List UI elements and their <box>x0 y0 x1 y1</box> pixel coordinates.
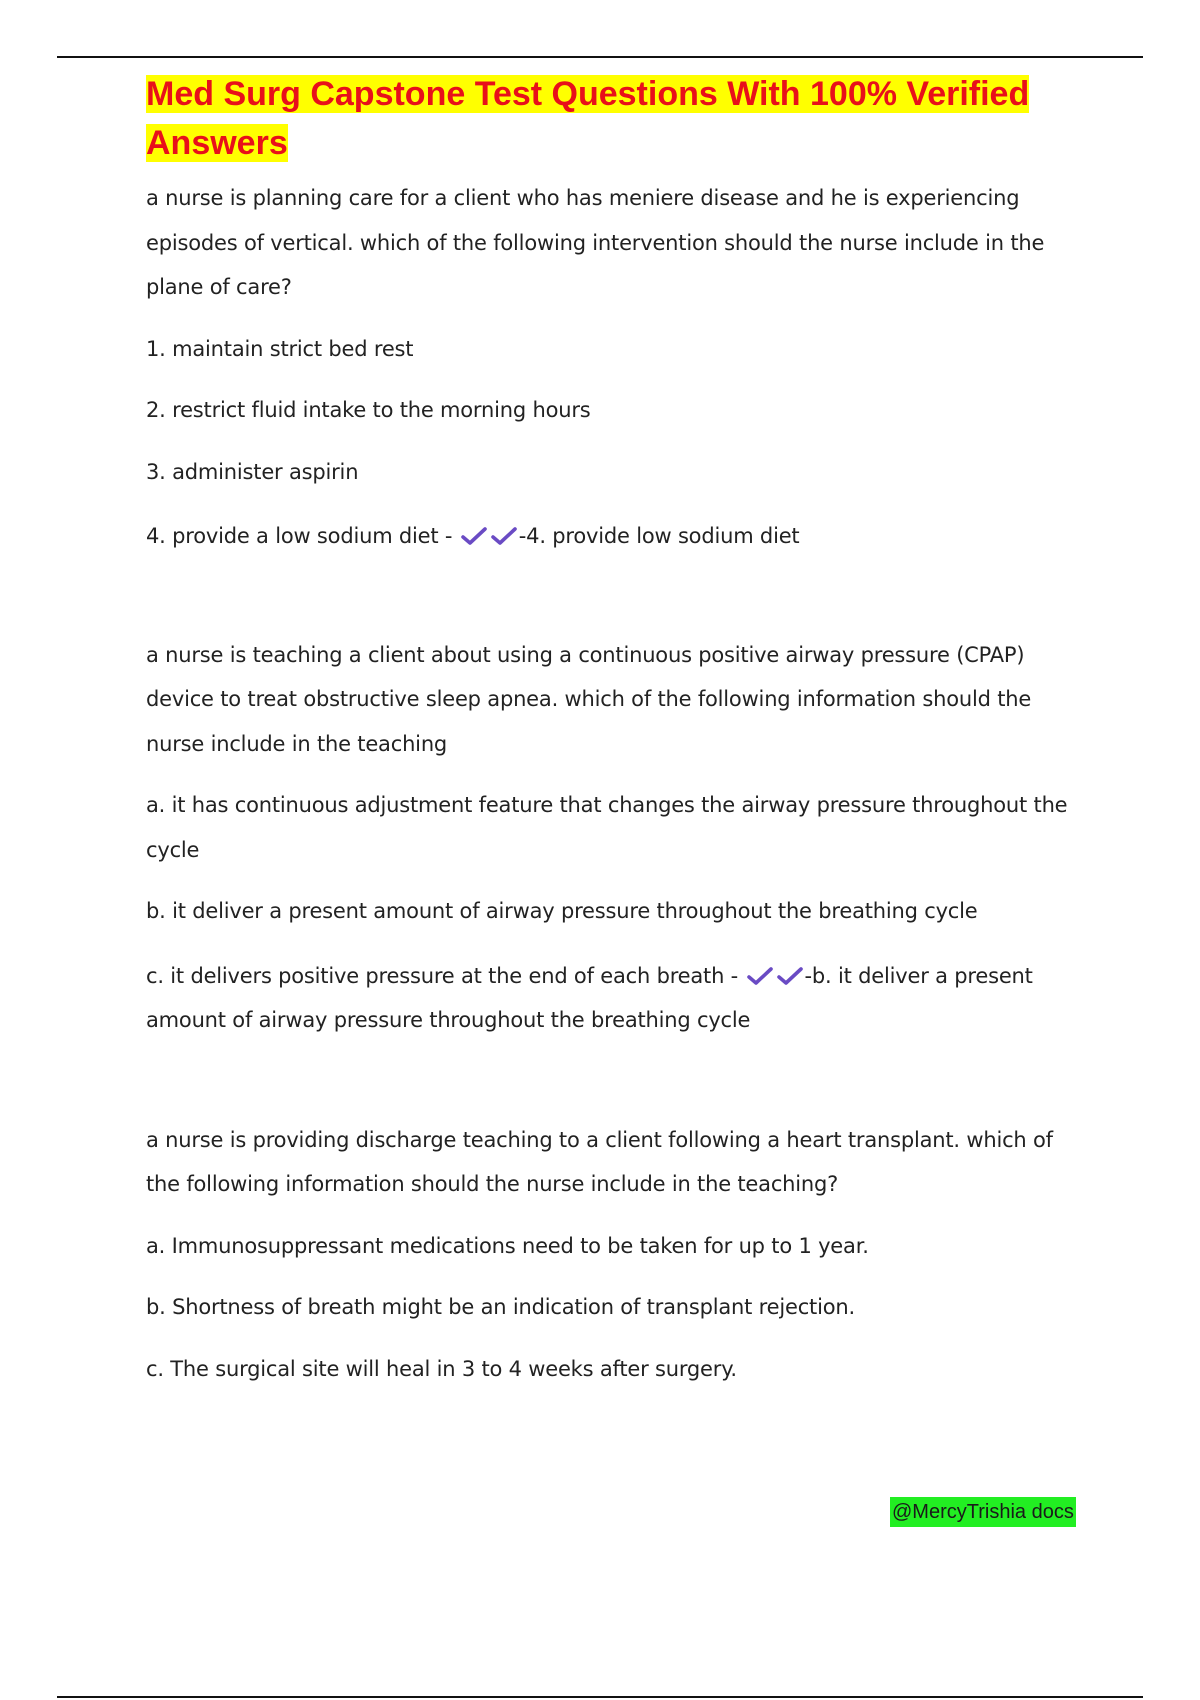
answer-option: b. Shortness of breath might be an indication of transplant rejection. <box>146 1295 855 1319</box>
correct-answer: -b. it deliver a present amount of airway pressure throughout the breathing cycle <box>146 963 1033 1032</box>
answer-option: c. The surgical site will heal in 3 to 4 weeks after surgery. <box>146 1356 737 1381</box>
answer-option: a. it has continuous adjustment feature that changes the airway pressure throughout the cycle <box>146 793 1068 862</box>
question-stem: a nurse is teaching a client about using a continuous positive airway pressure (CPAP) device to treat obstructive sleep apnea. which of the following information should the nurse include in the teaching <box>146 642 1032 756</box>
question-block <box>146 633 1092 1043</box>
question-stem: a nurse is providing discharge teaching to a client following a heart transplant. which of the following information should the nurse include in the teaching? <box>146 1127 1053 1196</box>
answer-option: a. Immunosuppressant medications need to be taken for up to 1 year. <box>146 1233 869 1258</box>
document-body <box>146 70 1092 1391</box>
answer-option: b. it deliver a present amount of airway pressure throughout the breathing cycle <box>146 899 978 923</box>
checkmark-icon <box>777 966 803 986</box>
top-rule <box>57 56 1143 58</box>
answer-option: 4. provide a low sodium diet - <box>146 524 453 548</box>
watermark-label: @MercyTrishia docs <box>890 1497 1076 1527</box>
question-block <box>146 1118 1092 1392</box>
answer-option-with-key <box>146 514 1092 559</box>
checkmark-icon <box>461 526 487 546</box>
correct-answer: -4. provide low sodium diet <box>518 524 800 548</box>
bottom-rule <box>57 1696 1143 1698</box>
answer-option: 2. restrict fluid intake to the morning hours <box>146 398 591 422</box>
checkmark-icon <box>491 526 517 546</box>
question-block <box>146 176 1092 559</box>
answer-option: 1. maintain strict bed rest <box>146 336 414 361</box>
answer-option: c. it delivers positive pressure at the end of each breath - <box>146 963 739 988</box>
checkmark-icon <box>747 966 773 986</box>
answer-option: 3. administer aspirin <box>146 459 359 484</box>
document-title: Med Surg Capstone Test Questions With 100% Verified Answers <box>146 75 1030 162</box>
answer-option-with-key <box>146 954 1092 1043</box>
question-stem: a nurse is planning care for a client who has meniere disease and he is experiencing episodes of vertical. which of the following intervention should the nurse include in the plane of care? <box>146 186 1045 299</box>
